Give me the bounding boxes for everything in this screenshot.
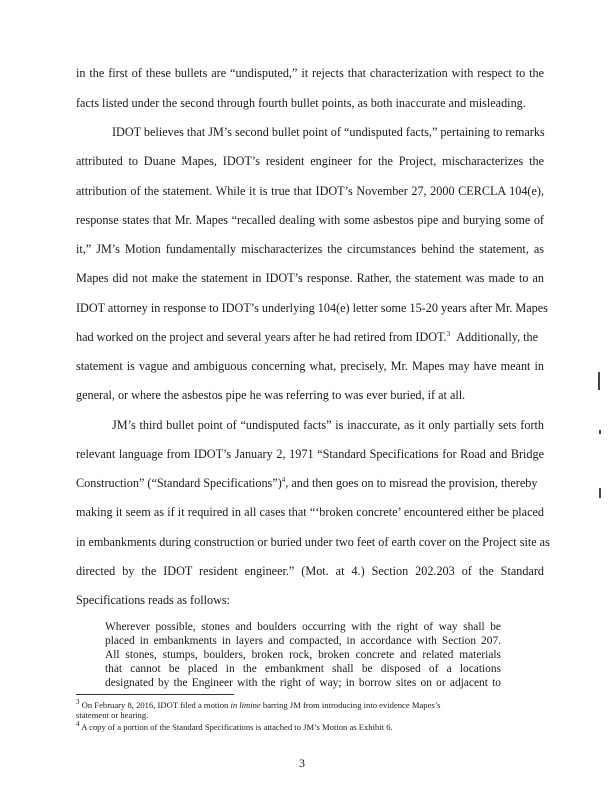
- body-text-line: IDOT believes that JM’s second bullet point of “undisputed facts,” pertaining to remarks: [112, 125, 545, 139]
- body-text-line: JM’s third bullet point of “undisputed facts” is inaccurate, as it only partially sets forth: [112, 418, 544, 432]
- body-text-line: [76, 476, 544, 490]
- body-text-segment: Construction” (“Standard Specifications”): [76, 476, 282, 490]
- body-text-line: it,” JM’s Motion fundamentally mischaracterizes the circumstances behind the statement, as: [76, 242, 544, 256]
- block-quote-line: designated by the Engineer with the right of way; in borrow sites on or adjacent to: [105, 677, 501, 689]
- scan-artifact: [599, 430, 601, 434]
- body-text-segment: had worked on the project and several years after he had retired from IDOT.: [76, 330, 447, 344]
- body-text-line: [76, 330, 544, 344]
- block-quote-line: placed in embankments in layers and compacted, in accordance with Section 207.: [105, 635, 501, 647]
- scan-artifact: [599, 488, 601, 498]
- footnote-3-continued: statement or hearing.: [76, 710, 149, 720]
- block-quote-line: All stones, stumps, boulders, broken rock, broken concrete and related materials: [105, 649, 501, 661]
- body-text-line: making it seem as if it required in all cases that “‘broken concrete’ encountered either be placed: [76, 505, 544, 519]
- body-text-segment: , and then goes on to misread the provision, thereby: [285, 476, 538, 490]
- body-text-segment: Additionally, the: [456, 330, 539, 344]
- footnote-ref-3: 3: [446, 329, 451, 338]
- body-text-line: general, or where the asbestos pipe he was referring to was ever buried, if at all.: [76, 388, 466, 402]
- body-text-line: attribution of the statement. While it is true that IDOT’s November 27, 2000 CERCLA 104(e),: [76, 184, 544, 198]
- page-number: 3: [299, 756, 305, 770]
- body-text-line: facts listed under the second through fourth bullet points, as both inaccurate and misleading.: [76, 96, 526, 110]
- body-text-line: Mapes did not make the statement in IDOT’s response. Rather, the statement was made to an: [76, 271, 544, 285]
- footnote-3: [76, 700, 546, 710]
- block-quote-line: that cannot be placed in the embankment shall be disposed of a locations: [105, 663, 501, 675]
- body-text-line: IDOT attorney in response to IDOT’s underlying 104(e) letter some 15-20 years after Mr. Mapes: [76, 301, 548, 315]
- body-text-line: in embankments during construction or buried under two feet of earth cover on the Project site as: [76, 535, 550, 549]
- footnote-marker: 4: [76, 720, 80, 729]
- latin-term: in limine: [230, 700, 261, 710]
- block-quote-line: Wherever possible, stones and boulders occurring with the right of way shall be: [105, 621, 501, 633]
- body-text-line: statement is vague and ambiguous concerning what, precisely, Mr. Mapes may have meant in: [76, 359, 544, 373]
- body-text-line: response states that Mr. Mapes “recalled dealing with some asbestos pipe and burying some of: [76, 213, 544, 227]
- footnote-ref-4: 4: [281, 475, 286, 484]
- footnote-marker: 3: [76, 698, 80, 707]
- footnote-4: [76, 722, 546, 732]
- footnote-text: A copy of a portion of the Standard Specifications is attached to JM’s Motion as Exhibit 6.: [81, 722, 393, 732]
- body-text-line: Specifications reads as follows:: [76, 593, 230, 607]
- footnote-divider: [76, 694, 234, 695]
- footnote-text: On February 8, 2016, IDOT filed a motion in limine barring JM from introducing into evidence Mapes’s: [81, 700, 441, 710]
- body-text-line: in the first of these bullets are “undisputed,” it rejects that characterization with respect to the: [76, 66, 544, 80]
- body-text-line: directed by the IDOT resident engineer.” (Mot. at 4.) Section 202.203 of the Standard: [76, 564, 544, 578]
- body-text-line: relevant language from IDOT’s January 2, 1971 “Standard Specifications for Road and Bridge: [76, 447, 544, 461]
- body-text-line: attributed to Duane Mapes, IDOT’s resident engineer for the Project, mischaracterizes the: [76, 154, 544, 168]
- scan-artifact: [598, 372, 600, 390]
